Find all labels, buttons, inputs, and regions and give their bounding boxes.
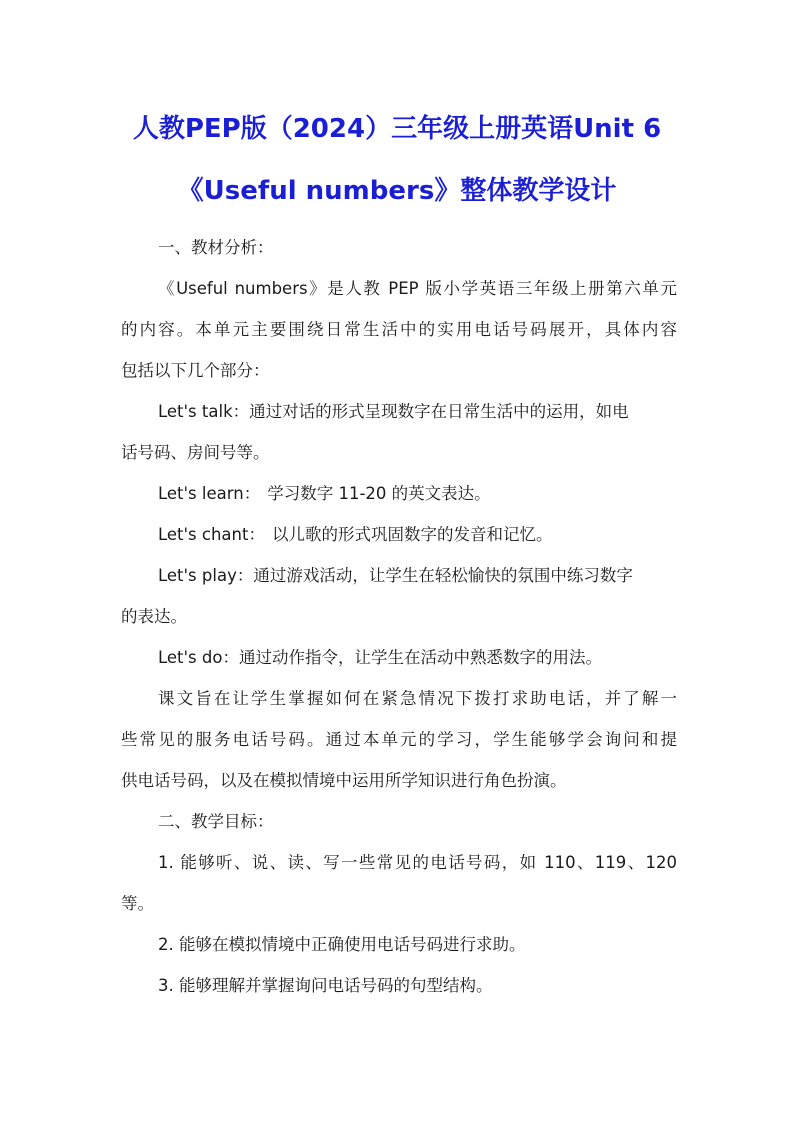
chant-item: [158, 523, 677, 547]
document-title-line-1: 人教PEP版（2024）三年级上册英语Unit 6: [132, 114, 662, 144]
intro-paragraph-line-3: 包括以下几个部分：: [121, 361, 270, 380]
aim-paragraph-line-2: 些常见的服务电话号码。通过本单元的学习，学生能够学会询问和提: [121, 730, 677, 749]
talk-item-line-1: [158, 400, 677, 424]
goal-2: 2. 能够在模拟情境中正确使用电话号码进行求助。: [158, 935, 526, 954]
intro-paragraph-line-1: 《Useful numbers》是人教 PEP 版小学英语三年级上册第六单元: [158, 279, 677, 298]
talk-label: Let's talk：: [158, 402, 250, 421]
learn-text: 学习数字 11-20 的英文表达。: [267, 484, 491, 503]
chant-text: 以儿歌的形式巩固数字的发音和记忆。: [271, 525, 553, 544]
talk-item-line-2: 话号码、房间号等。: [121, 443, 270, 462]
do-label: Let's do：: [158, 648, 239, 667]
goal-1-line-2: 等。: [121, 894, 154, 913]
document-title-line-2: 《Useful numbers》整体教学设计: [177, 176, 617, 206]
play-label: Let's play：: [158, 566, 254, 585]
do-item: [158, 646, 677, 670]
talk-text: 通过对话的形式呈现数字在日常生活中的运用，如电: [249, 402, 629, 421]
learn-item: [158, 482, 677, 506]
goal-1-line-1: 1. 能够听、说、读、写一些常见的电话号码，如 110、119、120: [158, 853, 677, 872]
intro-paragraph-line-2: 的内容。本单元主要围绕日常生活中的实用电话号码展开，具体内容: [121, 320, 677, 339]
aim-paragraph-line-1: 课文旨在让学生掌握如何在紧急情况下拨打求助电话，并了解一: [158, 689, 677, 708]
learn-label: Let's learn：: [158, 484, 261, 503]
goal-3: 3. 能够理解并掌握询问电话号码的句型结构。: [158, 976, 493, 995]
section-heading-goals: 二、教学目标：: [158, 812, 274, 831]
section-heading-analysis: 一、教材分析：: [158, 238, 274, 257]
do-text: 通过动作指令，让学生在活动中熟悉数字的用法。: [238, 648, 602, 667]
aim-paragraph-line-3: 供电话号码，以及在模拟情境中运用所学知识进行角色扮演。: [121, 771, 567, 790]
play-text: 通过游戏活动，让学生在轻松愉快的氛围中练习数字: [253, 566, 633, 585]
play-item-line-2: 的表达。: [121, 607, 187, 626]
play-item-line-1: [158, 564, 677, 588]
chant-label: Let's chant：: [158, 525, 265, 544]
